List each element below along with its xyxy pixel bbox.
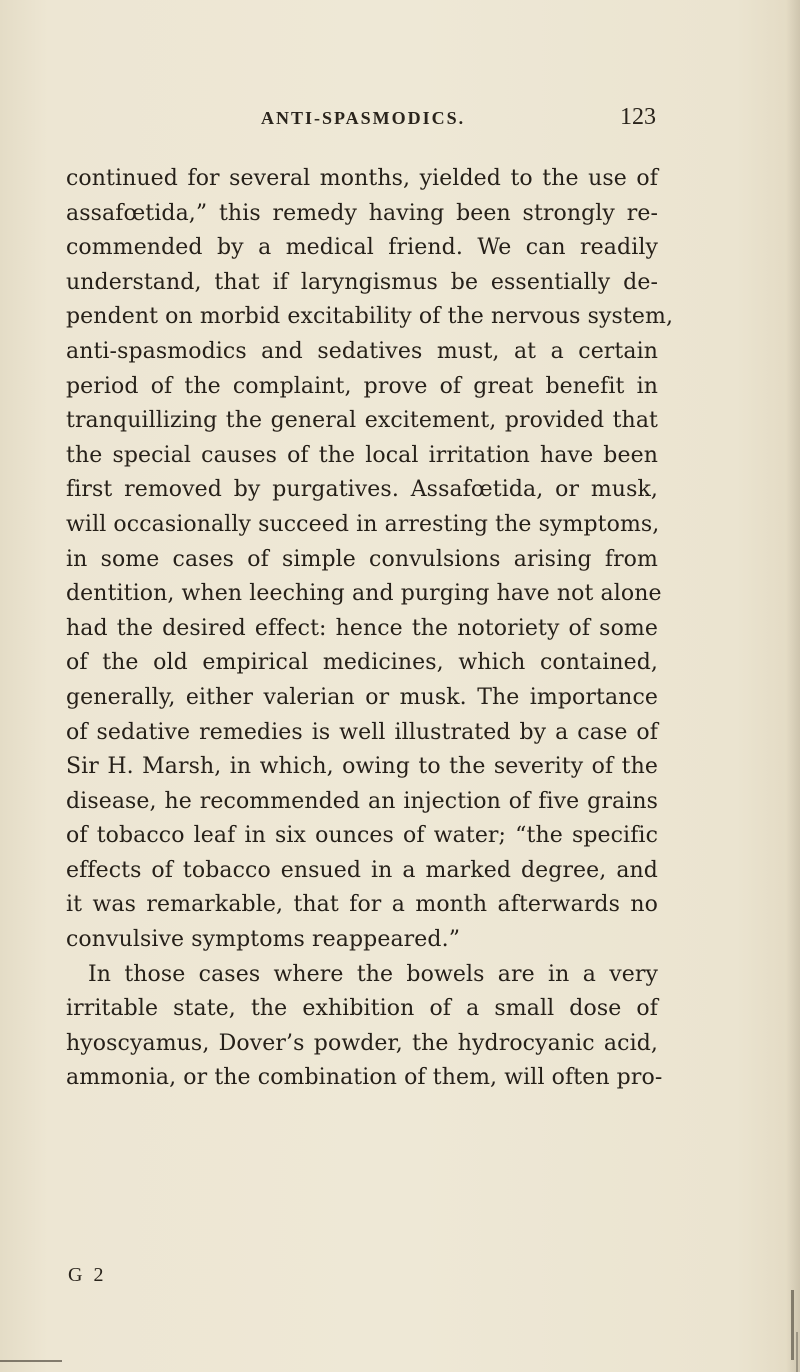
text-line: period of the complaint, prove of great benefit in [66, 373, 658, 399]
text-line: assafœtida,” this remedy having been strongly re- [66, 200, 658, 226]
page-header [66, 104, 656, 134]
text-line: effects of tobacco ensued in a marked degree, and [66, 857, 658, 883]
edge-mark [791, 1290, 794, 1360]
edge-mark [796, 1332, 798, 1372]
page-number: 123 [620, 104, 656, 130]
corner-rule [0, 1360, 62, 1362]
signature-mark: G 2 [68, 1264, 107, 1286]
text-line: the special causes of the local irritation have been [66, 442, 658, 468]
body-text [66, 162, 674, 1096]
text-line: in some cases of simple convulsions arising from [66, 546, 658, 572]
text-line: dentition, when leeching and purging have not alone [66, 581, 662, 607]
text-line: hyoscyamus, Dover’s powder, the hydrocyanic acid, [66, 1030, 658, 1056]
text-line: convulsive symptoms reappeared.” [66, 927, 461, 953]
text-line: commended by a medical friend. We can readily [66, 235, 658, 261]
text-line: first removed by purgatives. Assafœtida, or musk, [66, 477, 658, 503]
text-line: of sedative remedies is well illustrated by a case of [66, 719, 658, 745]
text-line: irritable state, the exhibition of a small dose of [66, 996, 658, 1022]
text-line: anti-spasmodics and sedatives must, at a certain [66, 338, 658, 364]
text-line: tranquillizing the general excitement, provided that [66, 408, 658, 434]
text-line: generally, either valerian or musk. The importance [66, 684, 658, 710]
running-head: ANTI-SPASMODICS. [261, 108, 466, 128]
text-line: disease, he recommended an injection of five grains [66, 788, 658, 814]
text-line: of the old empirical medicines, which contained, [66, 650, 658, 676]
text-line: had the desired effect: hence the notoriety of some [66, 615, 658, 641]
text-line: continued for several months, yielded to the use of [66, 166, 658, 191]
text-line: of tobacco leaf in six ounces of water; “the specific [66, 823, 658, 849]
binding-shadow [786, 0, 800, 1372]
text-line: will occasionally succeed in arresting the symptoms, [66, 511, 660, 537]
text-line: ammonia, or the combination of them, will often pro- [66, 1065, 663, 1091]
text-line: Sir H. Marsh, in which, owing to the severity of the [66, 754, 658, 780]
text-line: it was remarkable, that for a month afterwards no [66, 892, 658, 918]
text-line: In those cases where the bowels are in a very [88, 961, 658, 987]
text-line: pendent on morbid excitability of the nervous system, [66, 304, 674, 330]
text-line: understand, that if laryngismus be essentially de- [66, 269, 658, 295]
